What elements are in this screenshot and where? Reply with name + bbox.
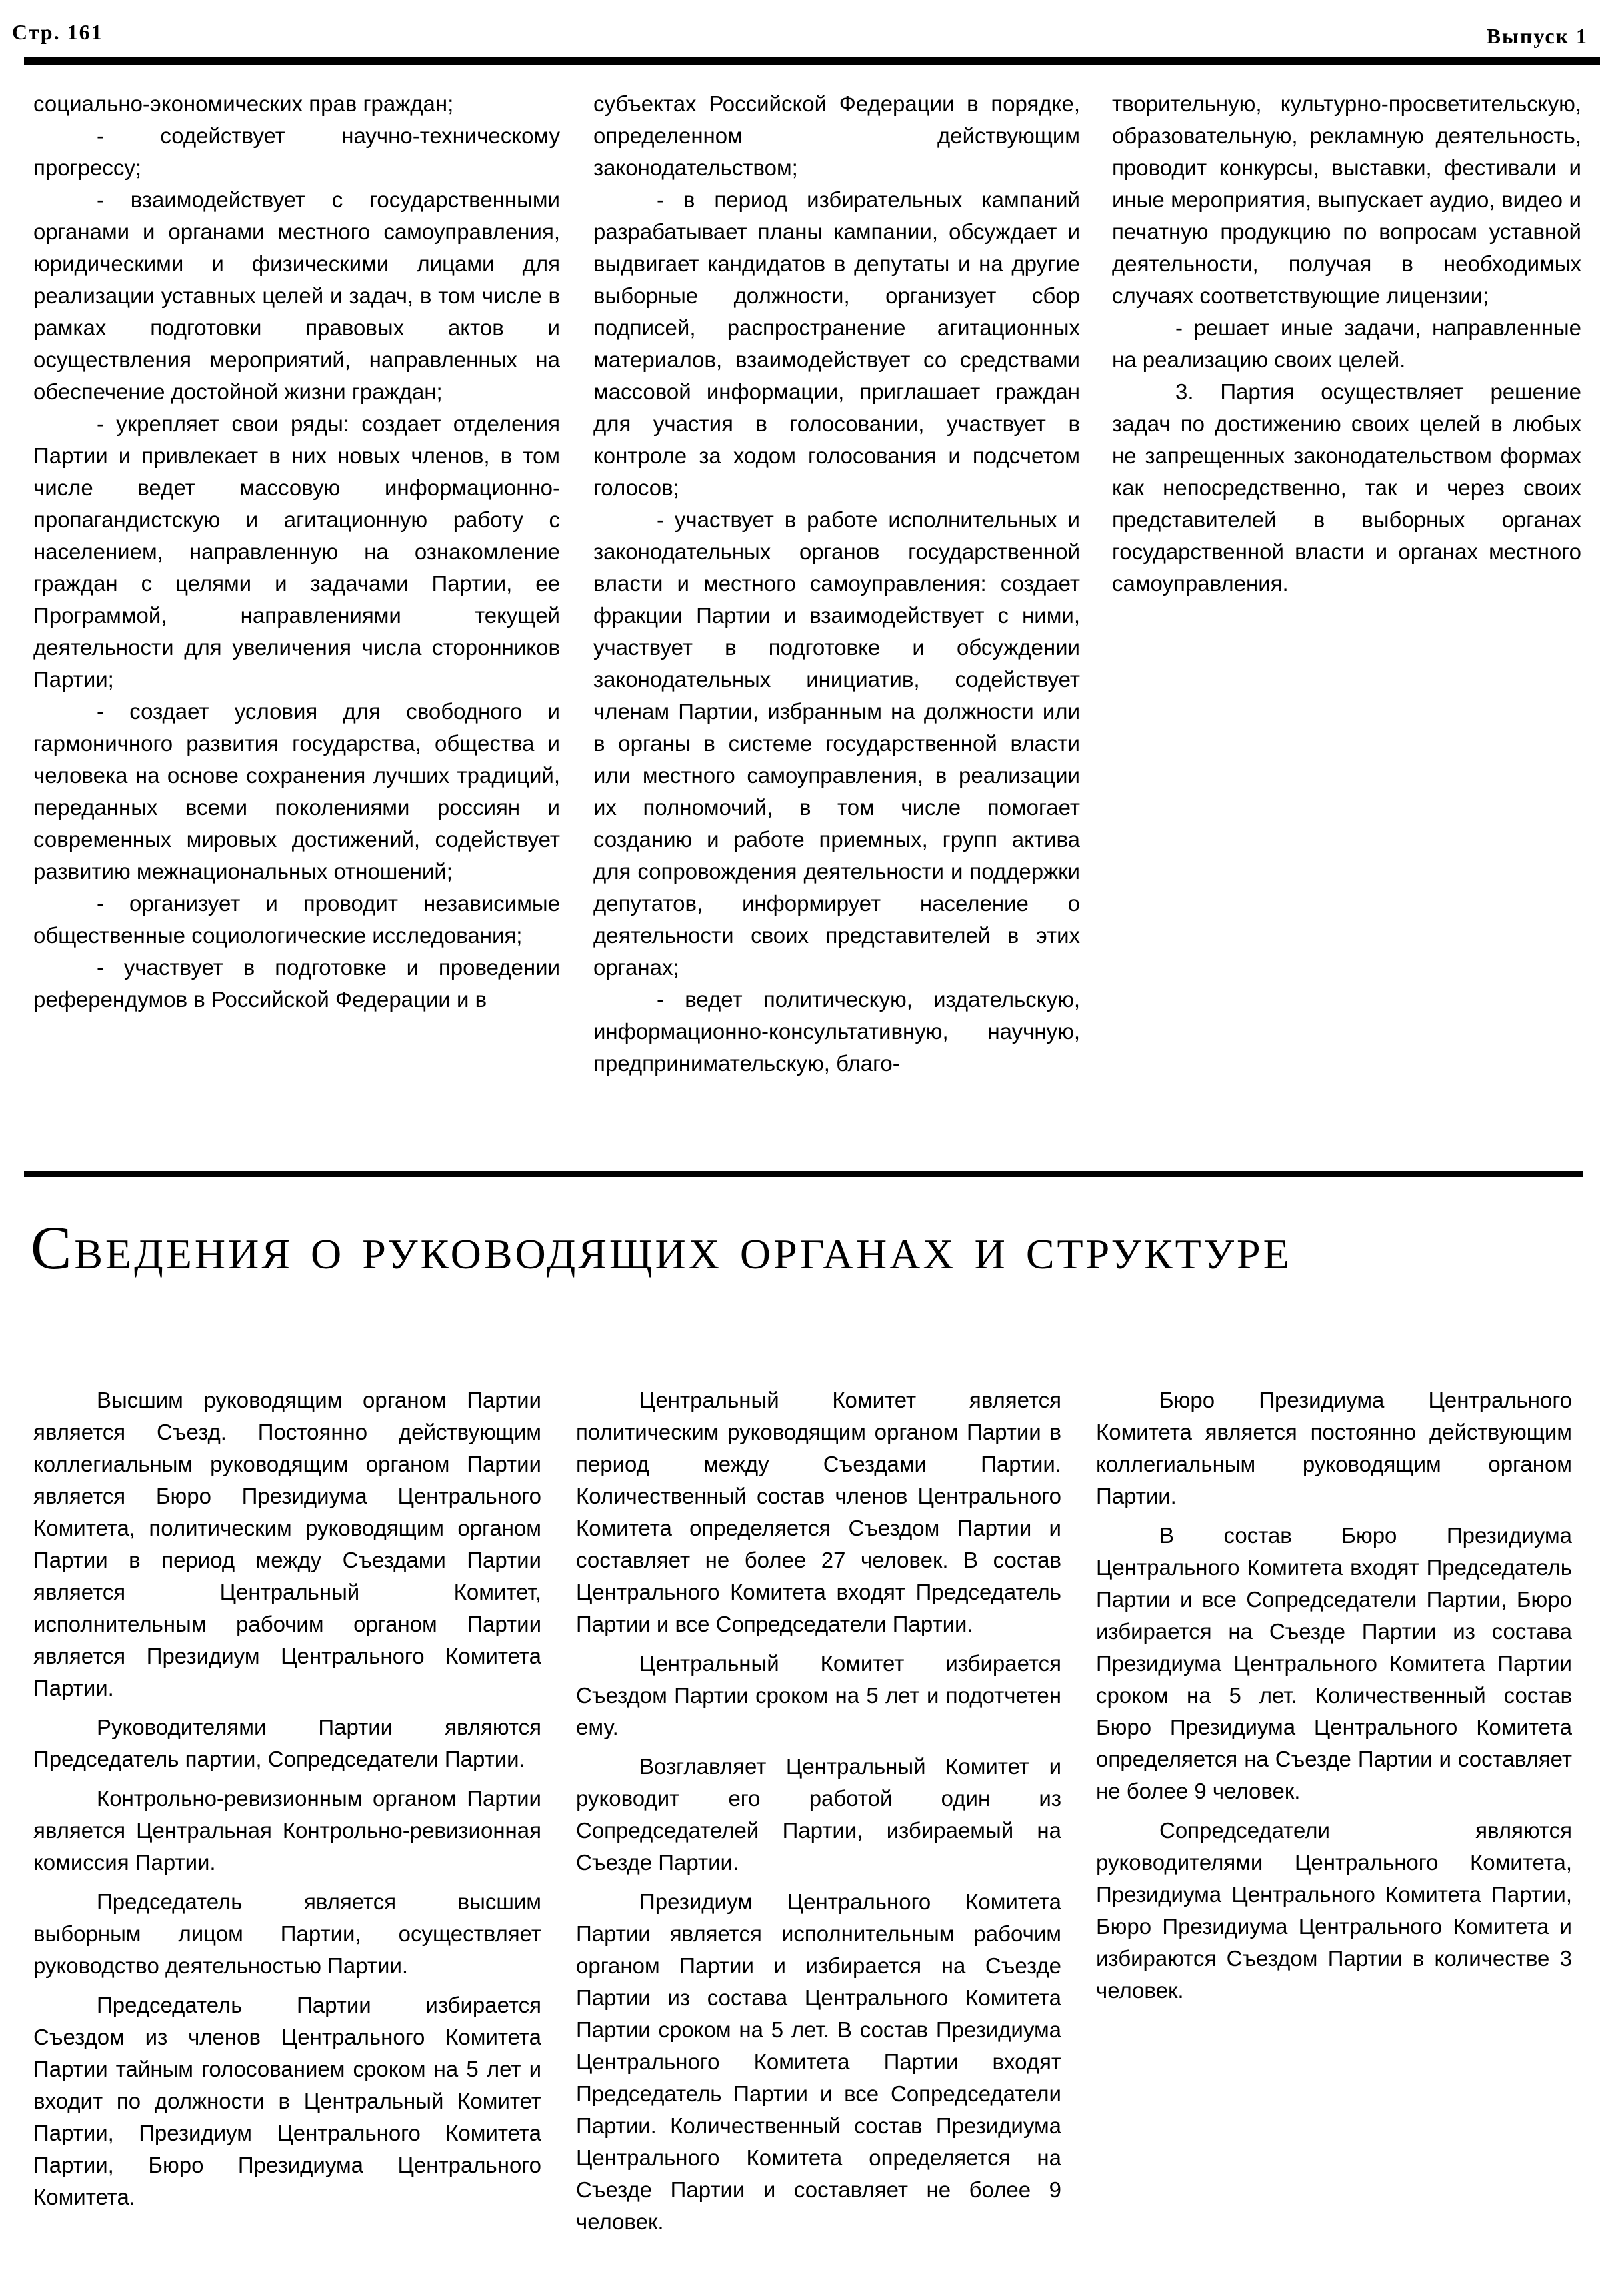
upper-column-2: [593, 88, 1080, 1080]
paragraph: - создает условия для свободного и гармоничного развития государства, общества и человека на основе сохранения лучших традиций, переданных всеми поколениями россиян и современных мировых достижений, содействует развитию межнациональных отношений;: [33, 699, 560, 884]
lower-column-1: [33, 1384, 541, 2221]
paragraph: В состав Бюро Президиума Центрального Комитета входят Председатель Партии и все Сопредседатели Партии, Бюро избирается на Съезде Партии из состава Президиума Центрального Комитета Партии сроком на 5 лет. Количественный состав Бюро Президиума Центрального Комитета определяется на Съезде Партии и составляет не более 9 человек.: [1096, 1523, 1572, 1803]
section-title: Сведения о руководящих органах и структуре: [31, 1214, 1292, 1282]
upper-column-1: [33, 88, 560, 1016]
paragraph: субъектах Российской Федерации в порядке, определенном действующим законодательством;: [593, 91, 1080, 180]
paragraph: Президиум Центрального Комитета Партии является исполнительным рабочим органом Партии и избирается на Съезде Партии из состава Центрального Комитета Партии сроком на 5 лет. В состав Президиума Центрального Комитета Партии входят Председатель Партии и все Сопредседатели Партии. Количественный состав Президиума Центрального Комитета определяется на Съезде Партии и составляет не более 9 человек.: [576, 1889, 1061, 2234]
paragraph: 3. Партия осуществляет решение задач по достижению своих целей в любых не запрещенных законодательством формах как непосредственно, так и через своих представителей в выборных органах государственной власти и органах местного самоуправления.: [1112, 379, 1581, 596]
lower-column-2: [576, 1384, 1061, 2245]
section-rule: [24, 1171, 1583, 1177]
paragraph: - ведет политическую, издательскую, информационно-консультативную, научную, предпринимательскую, благо-: [593, 987, 1080, 1076]
paragraph: Руководителями Партии являются Председатель партии, Сопредседатели Партии.: [33, 1715, 541, 1771]
lower-column-3: [1096, 1384, 1572, 2014]
paragraph: Председатель является высшим выборным лицом Партии, осуществляет руководство деятельностью Партии.: [33, 1889, 541, 1978]
paragraph: Возглавляет Центральный Комитет и руководит его работой один из Сопредседателей Партии, избираемый на Съезде Партии.: [576, 1754, 1061, 1875]
paragraph: Высшим руководящим органом Партии является Съезд. Постоянно действующим коллегиальным руководящим органом Партии является Бюро Президиума Центрального Комитета, политическим руководящим органом Партии в период между Съездами Партии является Центральный Комитет, исполнительным рабочим органом Партии является Президиум Центрального Комитета Партии.: [33, 1388, 541, 1700]
paragraph: - участвует в работе исполнительных и законодательных органов государственной власти и местного самоуправления: создает фракции Партии и взаимодействует с ними, участвует в подготовке и обсуждении законодательных инициатив, содействует членам Партии, избранным на должности или в органы в системе государственной власти или местного самоуправления, в реализации их полномочий, в том числе помогает созданию и работе приемных, групп актива для сопровождения деятельности и поддержки депутатов, информирует население о деятельности своих представителей в этих органах;: [593, 507, 1080, 980]
upper-column-3: [1112, 88, 1581, 600]
page-header: [12, 20, 1588, 56]
paragraph: - в период избирательных кампаний разрабатывает планы кампании, обсуждает и выдвигает кандидатов в депутаты и на другие выборные должности, организует сбор подписей, распространение агитационных материалов, взаимодействует со средствами массовой информации, приглашает граждан для участия в голосовании, участвует в контроле за ходом голосования и подсчетом голосов;: [593, 187, 1080, 500]
paragraph: - организует и проводит независимые общественные социологические исследования;: [33, 891, 560, 948]
paragraph: - взаимодействует с государственными органами и органами местного самоуправления, юридическими и физическими лицами для реализации уставных целей и задач, в том числе в рамках подготовки правовых актов и осуществления мероприятий, направленных на обеспечение достойной жизни граждан;: [33, 187, 560, 404]
paragraph: - укрепляет свои ряды: создает отделения Партии и привлекает в них новых членов, в том числе ведет массовую информационно-пропагандистскую и агитационную работу с населением, направленную на ознакомление граждан с целями и задачами Партии, ее Программой, направлениями текущей деятельности для увеличения числа сторонников Партии;: [33, 411, 560, 692]
paragraph: творительную, культурно-просветительскую, образовательную, рекламную деятельность, проводит конкурсы, выставки, фестивали и иные мероприятия, выпускает аудио, видео и печатную продукцию по вопросам уставной деятельности, получая в необходимых случаях соответствующие лицензии;: [1112, 91, 1581, 308]
paragraph: Сопредседатели являются руководителями Центрального Комитета, Президиума Центрального Комитета Партии, Бюро Президиума Центрального Комитета и избираются Съездом Партии в количестве 3 человек.: [1096, 1818, 1572, 2003]
issue-number: Выпуск 1: [1486, 24, 1588, 48]
paragraph: Председатель Партии избирается Съездом из членов Центрального Комитета Партии тайным голосованием сроком на 5 лет и входит по должности в Центральный Комитет Партии, Президиум Центрального Комитета Партии, Бюро Президиума Центрального Комитета.: [33, 1993, 541, 2209]
page-number: Стр. 161: [12, 20, 103, 44]
paragraph: - содействует научно-техническому прогрессу;: [33, 123, 560, 180]
paragraph: социально-экономических прав граждан;: [33, 91, 454, 116]
paragraph: Центральный Комитет избирается Съездом Партии сроком на 5 лет и подотчетен ему.: [576, 1651, 1061, 1739]
paragraph: - решает иные задачи, направленные на реализацию своих целей.: [1112, 315, 1581, 372]
paragraph: Центральный Комитет является политическим руководящим органом Партии в период между Съездами Партии. Количественный состав членов Центрального Комитета определяется Съездом Партии и составляет не более 27 человек. В состав Центрального Комитета входят Председатель Партии и все Сопредседатели Партии.: [576, 1388, 1061, 1636]
paragraph: Бюро Президиума Центрального Комитета является постоянно действующим коллегиальным руководящим органом Партии.: [1096, 1388, 1572, 1508]
paragraph: - участвует в подготовке и проведении референдумов в Российской Федерации и в: [33, 955, 560, 1012]
header-rule: [24, 57, 1600, 65]
paragraph: Контрольно-ревизионным органом Партии является Центральная Контрольно-ревизионная комиссия Партии.: [33, 1786, 541, 1875]
